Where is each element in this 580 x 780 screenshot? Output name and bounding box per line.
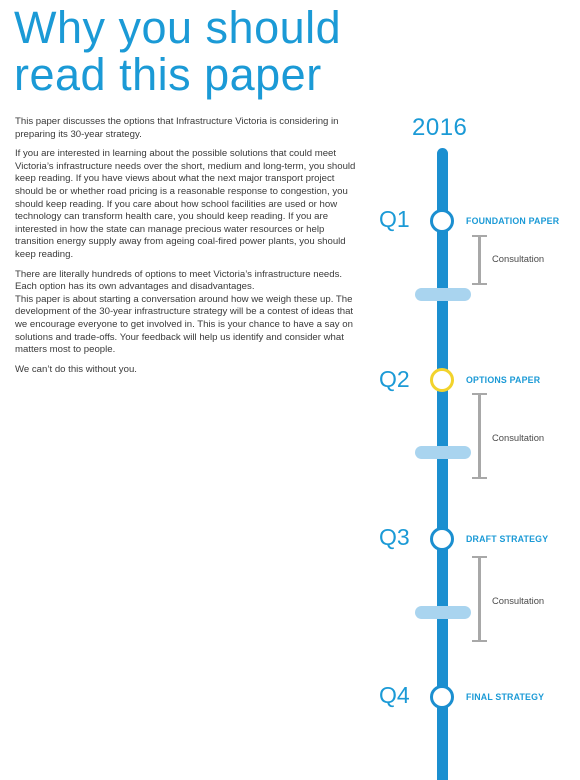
- timeline-node-q3: [430, 527, 454, 551]
- timeline-node-q4: [430, 685, 454, 709]
- consultation-label-1: Consultation: [492, 253, 545, 264]
- timeline-year: 2016: [412, 114, 468, 141]
- stage-label-final-strategy: FINAL STRATEGY: [466, 692, 545, 702]
- page-title-line-1: Why you should: [14, 2, 342, 53]
- consultation-bracket-3: [472, 556, 487, 642]
- quarter-label-q2: Q2: [379, 366, 410, 392]
- page-title: [14, 4, 434, 98]
- options-paragraph: There are literally hundreds of options to meet Victoria’s infrastructure needs. Each option has its own advantages and disadvantages.: [15, 268, 343, 293]
- consultation-bracket-2: [472, 393, 487, 479]
- quarter-label-q4: Q4: [379, 682, 410, 708]
- timeline-marker-2: [415, 446, 471, 459]
- stage-label-options-paper: OPTIONS PAPER: [466, 375, 541, 385]
- timeline-marker-3: [415, 606, 471, 619]
- quarter-label-q3: Q3: [379, 524, 410, 550]
- quarter-label-q1: Q1: [379, 206, 410, 232]
- consultation-label-2: Consultation: [492, 432, 545, 443]
- closing-paragraph: We can’t do this without you.: [15, 363, 137, 375]
- consultation-bracket-1: [472, 235, 487, 285]
- timeline-node-q1: [430, 209, 454, 233]
- stage-label-draft-strategy: DRAFT STRATEGY: [466, 534, 549, 544]
- intro-paragraph: This paper discusses the options that Infrastructure Victoria is considering in preparing its 30-year strategy.: [15, 116, 339, 140]
- stage-label-foundation-paper: FOUNDATION PAPER: [466, 216, 560, 226]
- body-text: [15, 116, 365, 383]
- conversation-paragraph: This paper is about starting a conversation around how we weigh these up. The development of the 30-year infrastructure strategy will be a contest of ideas that we encourage everyone to get involved in. This is your chance to have a say on solutions and trade-offs. Your feedback will help us identify and consider what matters most to people.: [15, 293, 354, 356]
- timeline-node-q2-current: [430, 368, 454, 392]
- consultation-label-3: Consultation: [492, 595, 545, 606]
- reasons-paragraph: If you are interested in learning about the possible solutions that could meet Victoria’s infrastructure needs over the short, medium and long-term, you should keep reading. If you have views about what the next major transport project should be or whether road pricing is a reasonable response to congestion, you should keep reading. If you care about how school facilities are used or how technology can transform health care, you should keep reading. If you are interested in how the state can manage precious water resources or help transition energy supply away from ageing coal-fired power plants, you should keep reading.: [15, 148, 356, 260]
- timeline-marker-1: [415, 288, 471, 301]
- page-title-line-2: read this paper: [14, 49, 322, 100]
